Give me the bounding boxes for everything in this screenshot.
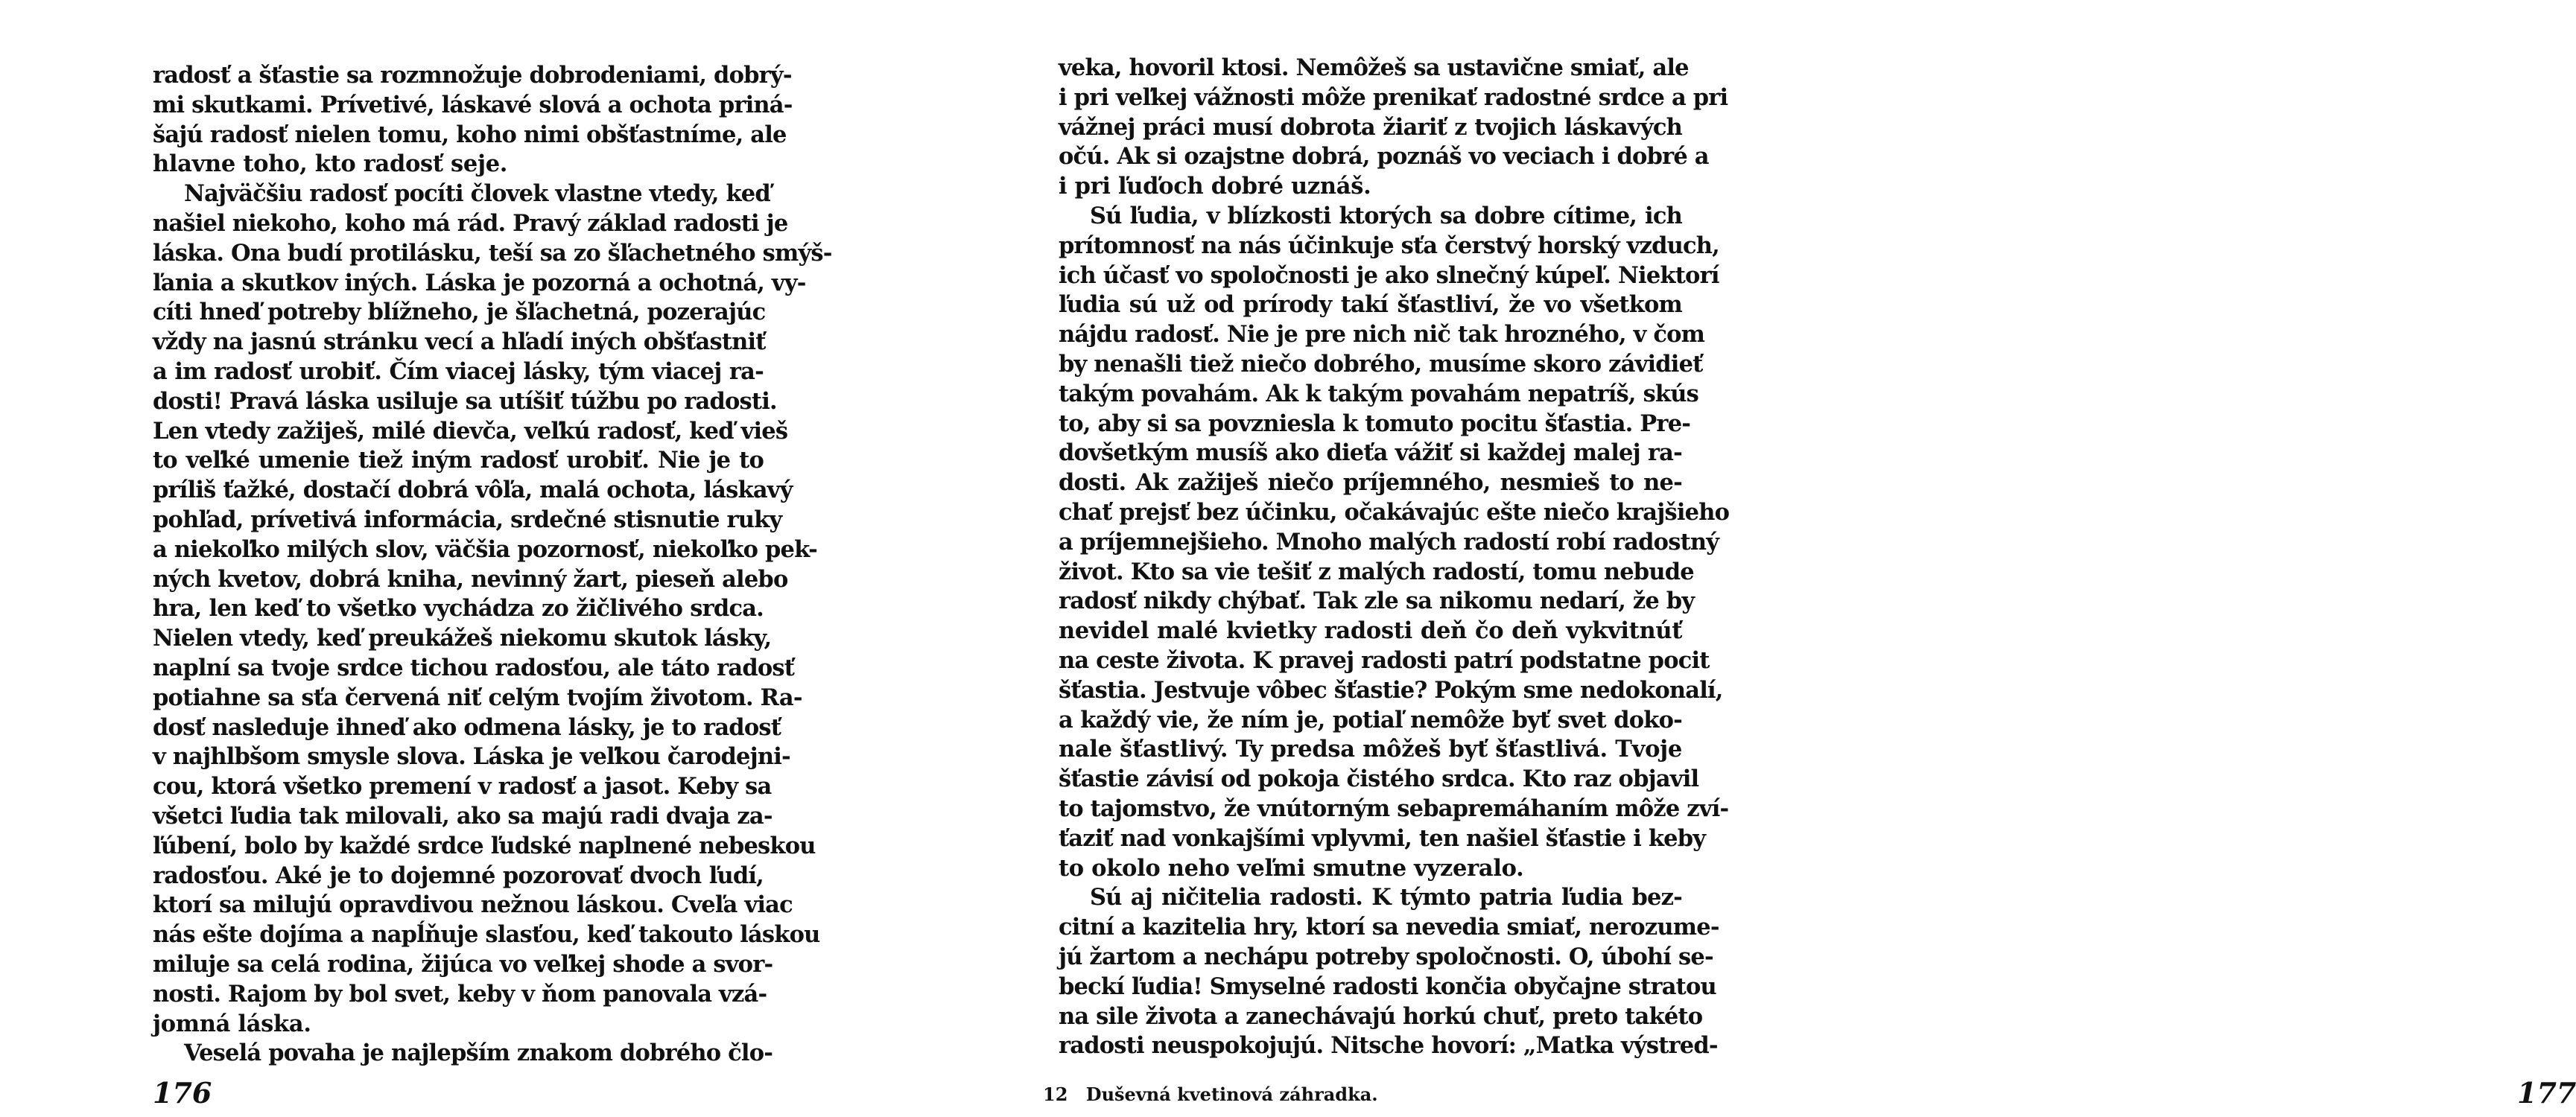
text-line: vážnej práci musí dobrota žiariť z tvojich láskavých <box>1059 113 1682 141</box>
text-line: jomná láska. <box>153 1010 311 1037</box>
signature-number: 12 <box>1043 1083 1068 1105</box>
text-line: radosťou. Aké je to dojemné pozorovať dvoch ľudí, <box>153 862 764 889</box>
text-line: dosti! Pravá láska usiluje sa utíšiť túžbu po radosti. <box>153 387 777 415</box>
text-line: ich účasť vo spoločnosti je ako slnečný kúpeľ. Niektorí <box>1059 261 1719 289</box>
text-line: to tajomstvo, že vnútorným sebapremáhaním môže zví- <box>1059 795 1729 822</box>
text-line: na sile života a zanechávajú horkú chuť, preto takéto <box>1059 1002 1703 1030</box>
text-line: cou, ktorá všetko premení v radosť a jasot. Keby sa <box>153 773 772 801</box>
text-line: nájdu radosť. Nie je pre nich nič tak hrozného, v čom <box>1059 321 1705 349</box>
text-line: a príjemnejšieho. Mnoho malých radostí robí radostný <box>1059 528 1719 556</box>
text-line: to veľké umenie tiež iným radosť urobiť. Nie je to <box>153 447 764 474</box>
text-line: šťastia. Jestvuje vôbec šťastie? Pokým sme nedokonalí, <box>1059 676 1723 704</box>
text-line: ktorí sa milujú opravdivou nežnou láskou. Cveľa viac <box>153 891 793 919</box>
text-line: radosť a šťastie sa rozmnožuje dobrodeniami, dobrý- <box>153 62 792 89</box>
left-page <box>0 0 894 1117</box>
text-line: v najhlbšom smysle slova. Láska je veľkou čarodejni- <box>153 743 790 771</box>
signature-title: Duševná kvetinová záhradka. <box>1085 1083 1378 1105</box>
text-line: i pri ľuďoch dobré uznáš. <box>1059 173 1371 200</box>
text-line: ných kvetov, dobrá kniha, nevinný žart, pieseň alebo <box>153 565 788 593</box>
text-line: veka, hovoril ktosi. Nemôžeš sa ustavične smiať, ale <box>1059 54 1689 81</box>
text-line: hra, len keď to všetko vychádza zo žičlivého srdca. <box>153 595 764 623</box>
text-line: jú žartom a nechápu potreby spoločnosti. O, úbohí se- <box>1059 943 1713 970</box>
text-line: beckí ľudia! Smyselné radosti končia obyčajne stratou <box>1059 973 1716 1000</box>
text-line: šajú radosť nielen tomu, koho nimi obšťastníme, ale <box>153 121 787 148</box>
text-line: všetci ľudia tak milovali, ako sa majú radi dvaja za- <box>153 802 773 830</box>
text-line: a im radosť urobiť. Čím viacej lásky, tým viacej ra- <box>153 357 764 385</box>
text-line: a každý vie, že ním je, potiaľ nemôže byť svet doko- <box>1059 706 1682 733</box>
text-line: Nielen vtedy, keď preukážeš niekomu skutok lásky, <box>153 625 772 652</box>
text-line: a niekoľko milých slov, väčšia pozornosť, niekoľko pek- <box>153 535 818 563</box>
text-line: šťastie závisí od pokoja čistého srdca. Kto raz objavil <box>1059 766 1699 793</box>
left-page-text <box>153 61 832 1069</box>
text-line: príliš ťažké, dostačí dobrá vôľa, malá ochota, láskavý <box>153 477 793 504</box>
text-line: ťaziť nad vonkajšími vplyvmi, ten našiel šťastie i keby <box>1059 824 1706 852</box>
text-line: na ceste života. K pravej radosti patrí podstatne pocit <box>1059 646 1710 674</box>
text-line: Len vtedy zažiješ, milé dievča, veľkú radosť, keď vieš <box>153 417 788 445</box>
text-line: láska. Ona budí protilásku, teší sa zo šľachetného smýš- <box>153 239 832 267</box>
text-line: to okolo neho veľmi smutne vyzeralo. <box>1059 854 1524 882</box>
text-line: nevidel malé kvietky radosti deň čo deň vykvitnúť <box>1059 617 1682 645</box>
text-line: pohľad, prívetivá informácia, srdečné stisnutie ruky <box>153 506 782 533</box>
text-line: očú. Ak si ozajstne dobrá, poznáš vo veciach i dobré a <box>1059 143 1709 171</box>
text-line: to, aby si sa povzniesla k tomuto pocitu šťastia. Pre- <box>1059 410 1691 437</box>
page-number-left: 176 <box>153 1076 212 1110</box>
text-line: by nenašli tiež niečo dobrého, musíme skoro závidieť <box>1059 350 1703 378</box>
text-line: život. Kto sa vie tešiť z malých radostí, tomu nebude <box>1059 558 1694 585</box>
text-line: mi skutkami. Prívetivé, láskavé slová a ochota priná- <box>153 91 793 118</box>
text-line: naplní sa tvoje srdce tichou radosťou, ale táto radosť <box>153 654 795 681</box>
right-page <box>894 0 2576 1117</box>
printer-signature <box>1043 1083 1378 1105</box>
text-line: cíti hneď potreby blížneho, je šľachetná, pozerajúc <box>153 299 766 326</box>
text-line: vždy na jasnú stránku vecí a hľadí iných obšťastniť <box>153 328 766 356</box>
page-number-right: 177 <box>2517 1076 2576 1110</box>
right-page-text <box>1059 54 1730 1061</box>
text-line: ľania a skutkov iných. Láska je pozorná a ochotná, vy- <box>153 269 806 296</box>
text-line: ľudia sú už od prírody takí šťastliví, že vo všetkom <box>1059 291 1682 319</box>
text-line: nale šťastlivý. Ty predsa môžeš byť šťastlivá. Tvoje <box>1059 736 1682 763</box>
text-line: dovšetkým musíš ako dieťa vážiť si každej malej ra- <box>1059 439 1682 467</box>
text-line: takým povahám. Ak k takým povahám nepatríš, skús <box>1059 380 1699 407</box>
text-line: Veselá povaha je najlepším znakom dobrého člo- <box>184 1040 773 1067</box>
text-line: miluje sa celá rodina, žijúca vo veľkej shode a svor- <box>153 950 773 978</box>
text-line: dosť nasleduje ihneď ako odmena lásky, je to radosť <box>153 713 781 741</box>
text-line: chať prejsť bez účinku, očakávajúc ešte niečo krajšieho <box>1059 498 1730 526</box>
text-line: dosti. Ak zažiješ niečo príjemného, nesmieš to ne- <box>1059 469 1682 497</box>
text-line: radosti neuspokojujú. Nitsche hovorí: „Matka výstred- <box>1059 1032 1718 1060</box>
text-line: našiel niekoho, koho má rád. Pravý základ radosti je <box>153 209 788 237</box>
text-line: ľúbení, bolo by každé srdce ľudské naplnené nebeskou <box>153 832 816 859</box>
text-line: hlavne toho, kto radosť seje. <box>153 150 508 178</box>
text-line: i pri veľkej vážnosti môže prenikať radostné srdce a pri <box>1059 83 1728 111</box>
text-line: nás ešte dojíma a napĺňuje slasťou, keď takouto láskou <box>153 921 820 949</box>
text-line: Sú aj ničitelia radosti. K týmto patria ľudia bez- <box>1090 884 1682 911</box>
text-line: prítomnosť na nás účinkuje sťa čerstvý horský vzduch, <box>1059 232 1719 259</box>
text-line: citní a kazitelia hry, ktorí sa nevedia smiať, nerozume- <box>1059 914 1719 941</box>
text-line: potiahne sa sťa červená niť celým tvojím životom. Ra- <box>153 684 802 711</box>
text-line: Sú ľudia, v blízkosti ktorých sa dobre cítime, ich <box>1090 202 1682 229</box>
text-line: Najväčšiu radosť pocíti človek vlastne vtedy, keď <box>184 180 770 208</box>
text-line: nosti. Rajom by bol svet, keby v ňom panovala vzá- <box>153 980 767 1008</box>
text-line: radosť nikdy chýbať. Tak zle sa nikomu nedarí, že by <box>1059 588 1695 615</box>
